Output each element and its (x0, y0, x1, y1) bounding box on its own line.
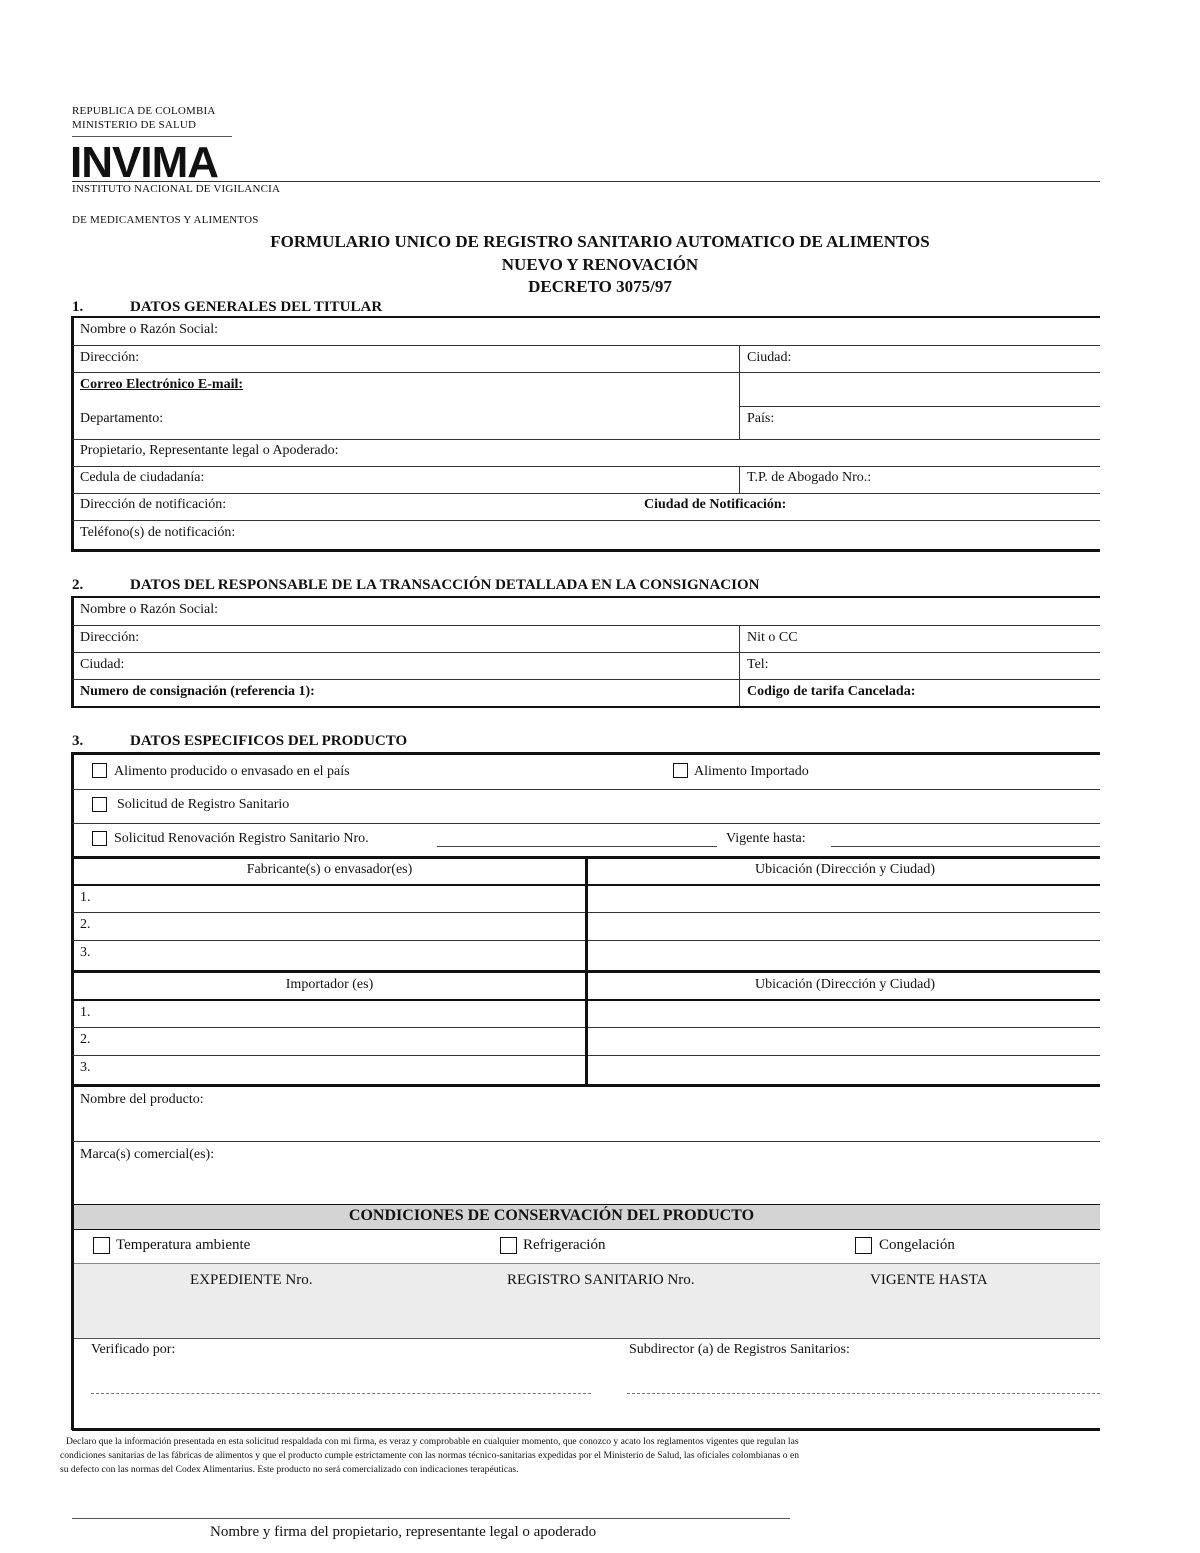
form-title: FORMULARIO UNICO DE REGISTRO SANITARIO AUTOMATICO DE ALIMENTOS (270, 232, 930, 251)
vigente-hasta-label: Vigente hasta: (726, 831, 806, 846)
fabricante-row-2: 2. (80, 917, 91, 932)
form-decree: DECRETO 3075/97 (528, 277, 672, 296)
expediente-label: EXPEDIENTE Nro. (190, 1272, 313, 1288)
condiciones-title: CONDICIONES DE CONSERVACIÓN DEL PRODUCTO (348, 1207, 755, 1224)
s2-nombre-label: Nombre o Razón Social: (80, 602, 219, 617)
s1-tel-notif-label: Teléfono(s) de notificación: (80, 525, 236, 540)
section3-number: 3. (72, 733, 84, 749)
section2-number: 2. (72, 577, 84, 593)
importador-row-3: 3. (80, 1060, 91, 1075)
s1-ciudad-label: Ciudad: (747, 350, 792, 365)
solicitud-renovacion-checkbox[interactable] (92, 831, 107, 846)
instituto-label: INSTITUTO NACIONAL DE VIGILANCIA (72, 183, 281, 195)
importadores-header: Importador (es) (285, 977, 374, 992)
s1-tp-label: T.P. de Abogado Nro.: (747, 470, 872, 485)
solicitud-registro-checkbox[interactable] (92, 797, 107, 812)
fabricantes-header: Fabricante(s) o envasador(es) (246, 862, 413, 877)
s1-email-label: Correo Electrónico E-mail: (80, 377, 244, 392)
s1-ciudad-notif-label: Ciudad de Notificación: (644, 497, 787, 512)
fabricante-row-3: 3. (80, 945, 91, 960)
fabricantes-ubicacion-header: Ubicación (Dirección y Ciudad) (755, 862, 935, 877)
congelacion-label: Congelación (879, 1237, 955, 1253)
s1-cedula-label: Cedula de ciudadanía: (80, 470, 205, 485)
vigente-hasta-line[interactable] (831, 846, 1100, 847)
alimento-pais-label: Alimento producido o envasado en el país (114, 764, 350, 779)
refrigeracion-label: Refrigeración (523, 1237, 606, 1253)
s1-propietario-label: Propietario, Representante legal o Apoderado: (80, 443, 339, 458)
section1-title: DATOS GENERALES DEL TITULAR (130, 299, 383, 315)
subdirector-signature-line[interactable] (627, 1393, 1100, 1394)
temperatura-ambiente-checkbox[interactable] (93, 1237, 110, 1254)
solicitud-renovacion-label: Solicitud Renovación Registro Sanitario Nro. (114, 831, 369, 846)
s1-nombre-label: Nombre o Razón Social: (80, 322, 219, 337)
registro-sanitario-label: REGISTRO SANITARIO Nro. (507, 1272, 695, 1288)
s2-tel-label: Tel: (747, 657, 769, 672)
s1-direccion-label: Dirección: (80, 350, 140, 365)
invima-logo: INVIMA (70, 138, 218, 187)
s1-dir-notif-label: Dirección de notificación: (80, 497, 227, 512)
s1-departamento-label: Departamento: (80, 411, 164, 426)
renovacion-nro-line[interactable] (437, 846, 717, 847)
form-subtitle: NUEVO Y RENOVACIÓN (501, 255, 699, 274)
vigente-label: VIGENTE HASTA (870, 1272, 988, 1288)
s2-nit-label: Nit o CC (747, 630, 798, 645)
s2-tarifa-label: Codigo de tarifa Cancelada: (747, 684, 916, 699)
solicitud-registro-label: Solicitud de Registro Sanitario (117, 797, 290, 812)
s1-pais-label: País: (747, 411, 775, 426)
alimento-importado-checkbox[interactable] (673, 763, 688, 778)
importador-row-2: 2. (80, 1032, 91, 1047)
importador-row-1: 1. (80, 1005, 91, 1020)
alimento-importado-label: Alimento Importado (694, 764, 809, 779)
fabricante-row-1: 1. (80, 890, 91, 905)
s2-direccion-label: Dirección: (80, 630, 140, 645)
section2-title: DATOS DEL RESPONSABLE DE LA TRANSACCIÓN DETALLADA EN LA CONSIGNACION (130, 577, 760, 593)
subdirector-label: Subdirector (a) de Registros Sanitarios: (629, 1342, 850, 1357)
owner-signature-label: Nombre y firma del propietario, representante legal o apoderado (210, 1524, 597, 1540)
declaration-line-1: Declaro que la información presentada en esta solicitud respaldada con mi firma, es veraz y comprobable en cualquier momento, que conozco y acato los reglamentos vigentes que regulan las (66, 1436, 799, 1447)
verificado-label: Verificado por: (91, 1342, 176, 1357)
s2-ciudad-label: Ciudad: (80, 657, 125, 672)
nombre-producto-label: Nombre del producto: (80, 1092, 204, 1107)
declaration-line-3: su defecto con las normas del Codex Alimentarius. Este producto no será comercializado con indicaciones terapéuticas. (60, 1464, 519, 1475)
congelacion-checkbox[interactable] (855, 1237, 872, 1254)
republica-label: REPUBLICA DE COLOMBIA (72, 105, 216, 117)
s2-consignacion-label: Numero de consignación (referencia 1): (80, 684, 315, 699)
alimento-pais-checkbox[interactable] (92, 763, 107, 778)
owner-signature-line[interactable] (72, 1518, 790, 1519)
section3-title: DATOS ESPECIFICOS DEL PRODUCTO (130, 733, 408, 749)
medicamentos-label: DE MEDICAMENTOS Y ALIMENTOS (72, 214, 259, 226)
section1-number: 1. (72, 299, 84, 315)
verificado-signature-line[interactable] (91, 1393, 591, 1394)
importadores-ubicacion-header: Ubicación (Dirección y Ciudad) (755, 977, 935, 992)
temperatura-ambiente-label: Temperatura ambiente (116, 1237, 251, 1253)
ministerio-label: MINISTERIO DE SALUD (72, 119, 197, 131)
refrigeracion-checkbox[interactable] (500, 1237, 517, 1254)
declaration-line-2: condiciones sanitarias de las fábricas de alimentos y que el producto cumple estrictamente con las normas técnico-sanitarias expedidas por el Ministerio de Salud, las oficiales colombianas o en (60, 1450, 800, 1461)
marcas-label: Marca(s) comercial(es): (80, 1147, 215, 1162)
